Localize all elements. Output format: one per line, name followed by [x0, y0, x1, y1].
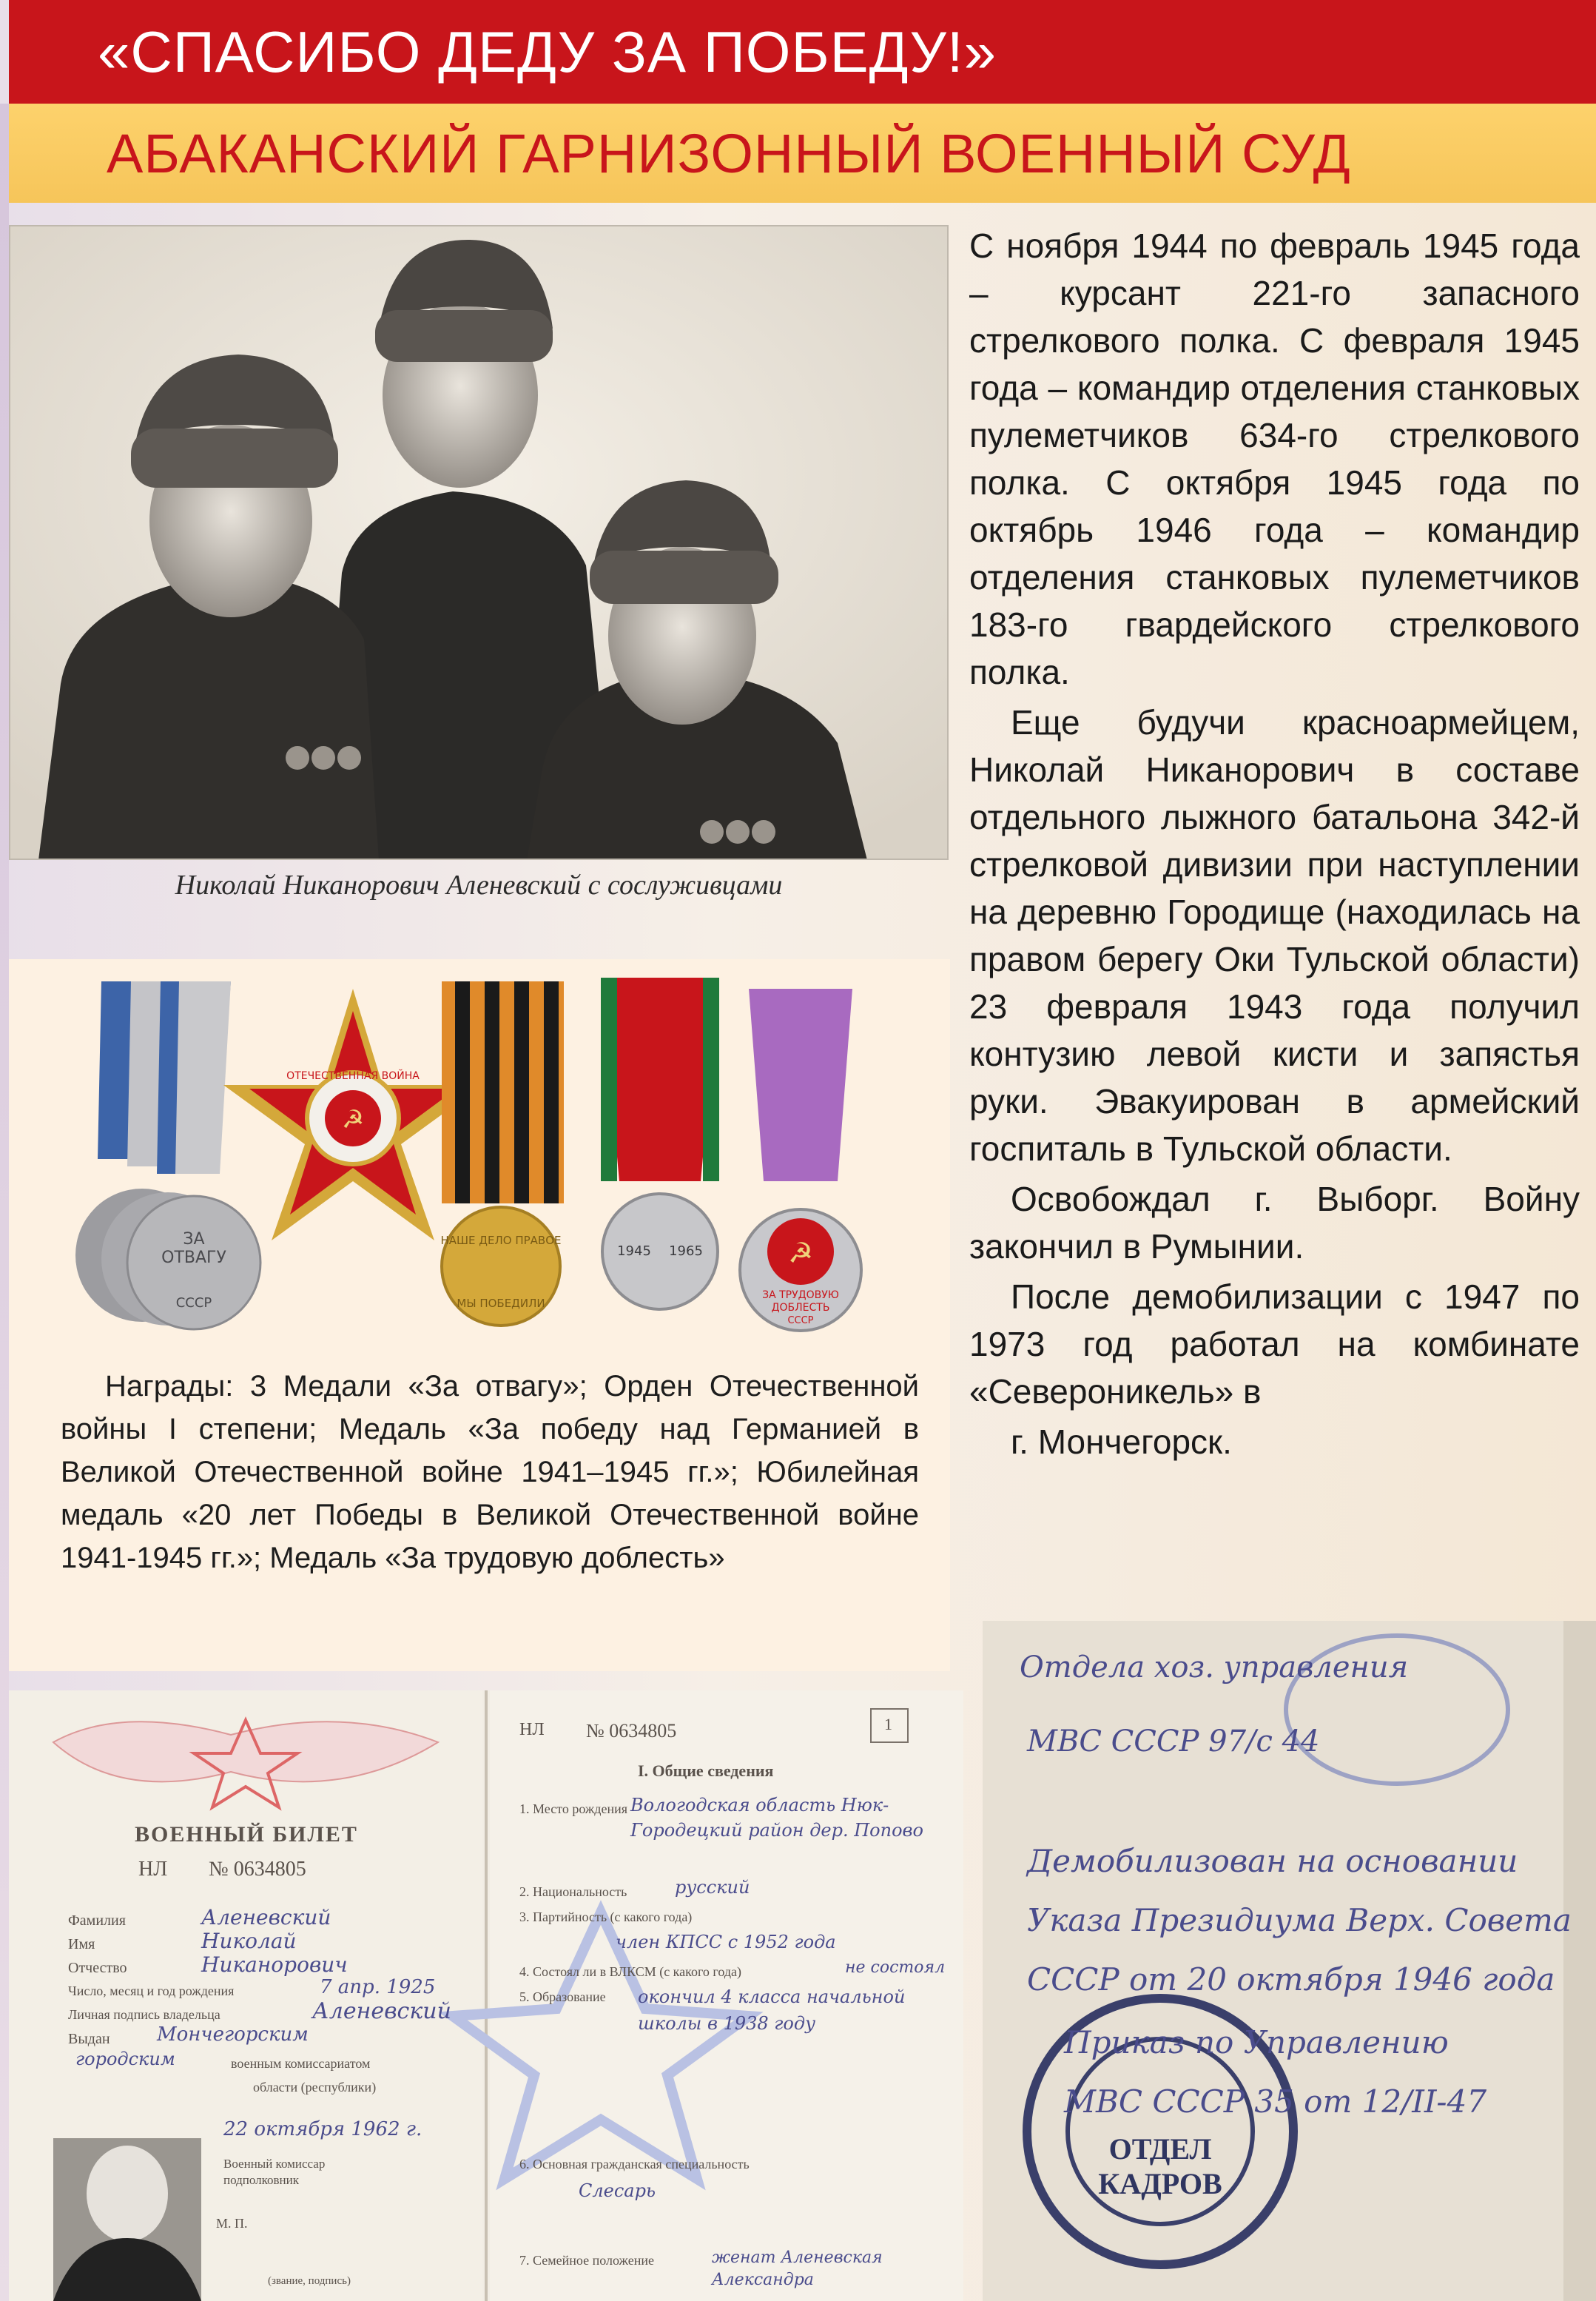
left-decorative-stripe	[0, 104, 9, 2301]
trud-label-2: ДОБЛЕСТЬ	[771, 1302, 830, 1314]
page-subtitle: АБАКАНСКИЙ ГАРНИЗОННЫЙ ВОЕННЫЙ СУД	[107, 123, 1351, 184]
right-number: № 0634805	[586, 1720, 677, 1741]
rf-value-6: Слесарь	[579, 2180, 656, 2201]
military-id-number: № 0634805	[209, 1858, 306, 1881]
soldiers-photo	[9, 225, 949, 860]
page-number: 1	[884, 1715, 892, 1733]
field-label-surname: Фамилия	[68, 1912, 126, 1929]
rf-value-1: Вологодская область Нюк-Городецкий район дер. Попово	[630, 1795, 923, 1841]
field-label-commissariat: военным комиссариатом	[231, 2056, 371, 2071]
za-otvagu-label-1: ЗА	[183, 1230, 205, 1249]
rf-label-4: 4. Состоял ли в ВЛКСМ (с какого года)	[519, 1964, 741, 1979]
trud-label-3: СССР	[787, 1315, 814, 1326]
za-pobedu-label-2: МЫ ПОБЕДИЛИ	[457, 1297, 545, 1310]
military-id-series: НЛ	[138, 1858, 168, 1881]
medal-20-let-group	[601, 978, 719, 1309]
rf-value-7: женат Аленевская Александра	[712, 2248, 883, 2289]
rf-value-5: окончил 4 класса начальной школы в 1938 году	[638, 1986, 906, 2034]
field-label-signature: Личная подпись владельца	[68, 2007, 220, 2022]
medal-20-label-2: 1965	[669, 1243, 703, 1259]
medal-trudovaya-group	[740, 989, 861, 1331]
rf-label-5: 5. Образование	[519, 1989, 606, 2004]
rf-value-2: русский	[675, 1877, 750, 1898]
field-label-region: области (республики)	[253, 2080, 377, 2095]
mp-label: М. П.	[216, 2216, 248, 2231]
stamp-label: ОТДЕЛ КАДРОВ	[1098, 2132, 1222, 2200]
military-id-title: ВОЕННЫЙ БИЛЕТ	[135, 1822, 358, 1847]
paragraph-1: С ноября 1944 по февраль 1945 года – курсант 221-го запасного стрелкового полка. С февраля 1945 года – командир отделения станковых пулеметчиков 634-го стрелкового полка. С октября 1945 года по октябрь 1946 года – командир отделения станковых пулеметчиков 183-го гвардейского стрелкового полка.	[969, 226, 1580, 691]
field-label-birthdate: Число, месяц и год рождения	[68, 1983, 235, 1998]
rf-value-3: член КПСС с 1952 года	[616, 1932, 836, 1952]
military-id-document	[9, 1690, 963, 2301]
svg-text:☭: ☭	[341, 1105, 365, 1135]
rf-label-7: 7. Семейное положение	[519, 2253, 654, 2268]
field-label-name: Имя	[68, 1936, 95, 1952]
commissar-rank: подполковник	[223, 2173, 299, 2187]
field-label-patronymic: Отчество	[68, 1960, 127, 1976]
rf-label-2: 2. Национальность	[519, 1884, 627, 1899]
za-otvagu-label-3: СССР	[175, 1295, 212, 1311]
field-label-issued: Выдан	[68, 2031, 110, 2047]
paragraph-3: Освобождал г. Выборг. Войну закончил в Румынии.	[969, 1180, 1580, 1266]
header-title-bar	[9, 0, 1596, 104]
release-line-4: Указа Президиума Верх. Совета	[1027, 1902, 1572, 1938]
field-value-signature: Аленевский	[312, 1998, 451, 2024]
field-value-commissariat: городским	[75, 2049, 175, 2069]
awards-caption: Награды: 3 Медали «За отвагу»; Орден Отечественной войны I степени; Медаль «За победу над Германией в Великой Отечественной войне 1941–1945 гг.»; Юбилейная медаль «20 лет Победы в Великой Отечественной войне 1941-1945 гг.»; Медаль «За трудовую доблесть»	[61, 1370, 919, 1574]
field-value-issued: Мончегорским	[157, 2023, 309, 2046]
medal-za-pobedu-group	[440, 981, 564, 1326]
field-value-surname: Аленевский	[201, 1905, 331, 1929]
release-line-7: МВС СССР 35 от 12/II-47	[1064, 2083, 1487, 2120]
release-line-2: МВС СССР 97/с 44	[1027, 1724, 1320, 1758]
commissar-label: Военный комиссар	[223, 2157, 326, 2171]
paragraph-5: г. Мончегорск.	[1011, 1422, 1232, 1461]
medal-za-otvagu-group	[75, 981, 260, 1329]
release-document	[983, 1621, 1596, 2301]
section-title: I. Общие сведения	[638, 1761, 774, 1780]
release-line-3: Демобилизован на основании	[1027, 1843, 1518, 1879]
release-line-1: Отдела хоз. управления	[1020, 1650, 1409, 1684]
rf-label-1: 1. Место рождения	[519, 1801, 628, 1816]
header-subtitle-bar	[9, 104, 1596, 203]
field-value-name: Николай	[201, 1929, 297, 1953]
za-otvagu-label-2: ОТВАГУ	[161, 1249, 226, 1267]
right-series: НЛ	[519, 1720, 545, 1739]
field-value-birthdate: 7 апр. 1925	[320, 1976, 436, 1998]
release-line-5: СССР от 20 октября 1946 года	[1027, 1961, 1555, 1998]
rf-label-3: 3. Партийность (с какого года)	[519, 1909, 693, 1924]
trud-label-1: ЗА ТРУДОВУЮ	[762, 1289, 839, 1301]
svg-text:☭: ☭	[787, 1237, 814, 1269]
biography-text	[969, 222, 1580, 1468]
rf-label-6: 6. Основная гражданская специальность	[519, 2157, 750, 2171]
soldiers-photo-illustration	[9, 225, 949, 860]
page-title: «СПАСИБО ДЕДУ ЗА ПОБЕДУ!»	[98, 19, 997, 84]
za-pobedu-label-1: НАШЕ ДЕЛО ПРАВОЕ	[440, 1234, 562, 1247]
release-line-6: Приказ по Управлению	[1064, 2024, 1449, 2060]
issue-date: 22 октября 1962 г.	[223, 2118, 422, 2140]
medal-20-label-1: 1945	[617, 1243, 651, 1259]
photo-caption: Николай Никанорович Аленевский с сослуживцами	[175, 870, 783, 901]
paragraph-2: Еще будучи красноармейцем, Николай Никанорович в составе отдельного лыжного батальона 342-й стрелковой дивизии при наступлении на деревню Городище (находилась на правом берегу Оки Тульской области) 23 февраля 1943 года получил контузию левой кисти и запястья руки. Эвакуирован в армейский госпиталь в Тульской области.	[969, 703, 1580, 1168]
paragraph-4: После демобилизации с 1947 по 1973 год работал на комбинате «Североникель» в	[969, 1277, 1580, 1411]
field-value-patronymic: Никанорович	[201, 1952, 348, 1977]
order-label: ОТЕЧЕСТВЕННАЯ ВОЙНА	[286, 1070, 420, 1082]
sign-note: (звание, подпись)	[268, 2275, 351, 2287]
rf-value-4: не состоял	[845, 1958, 946, 1977]
awards-illustration	[9, 959, 950, 1359]
awards-panel	[9, 959, 950, 1671]
